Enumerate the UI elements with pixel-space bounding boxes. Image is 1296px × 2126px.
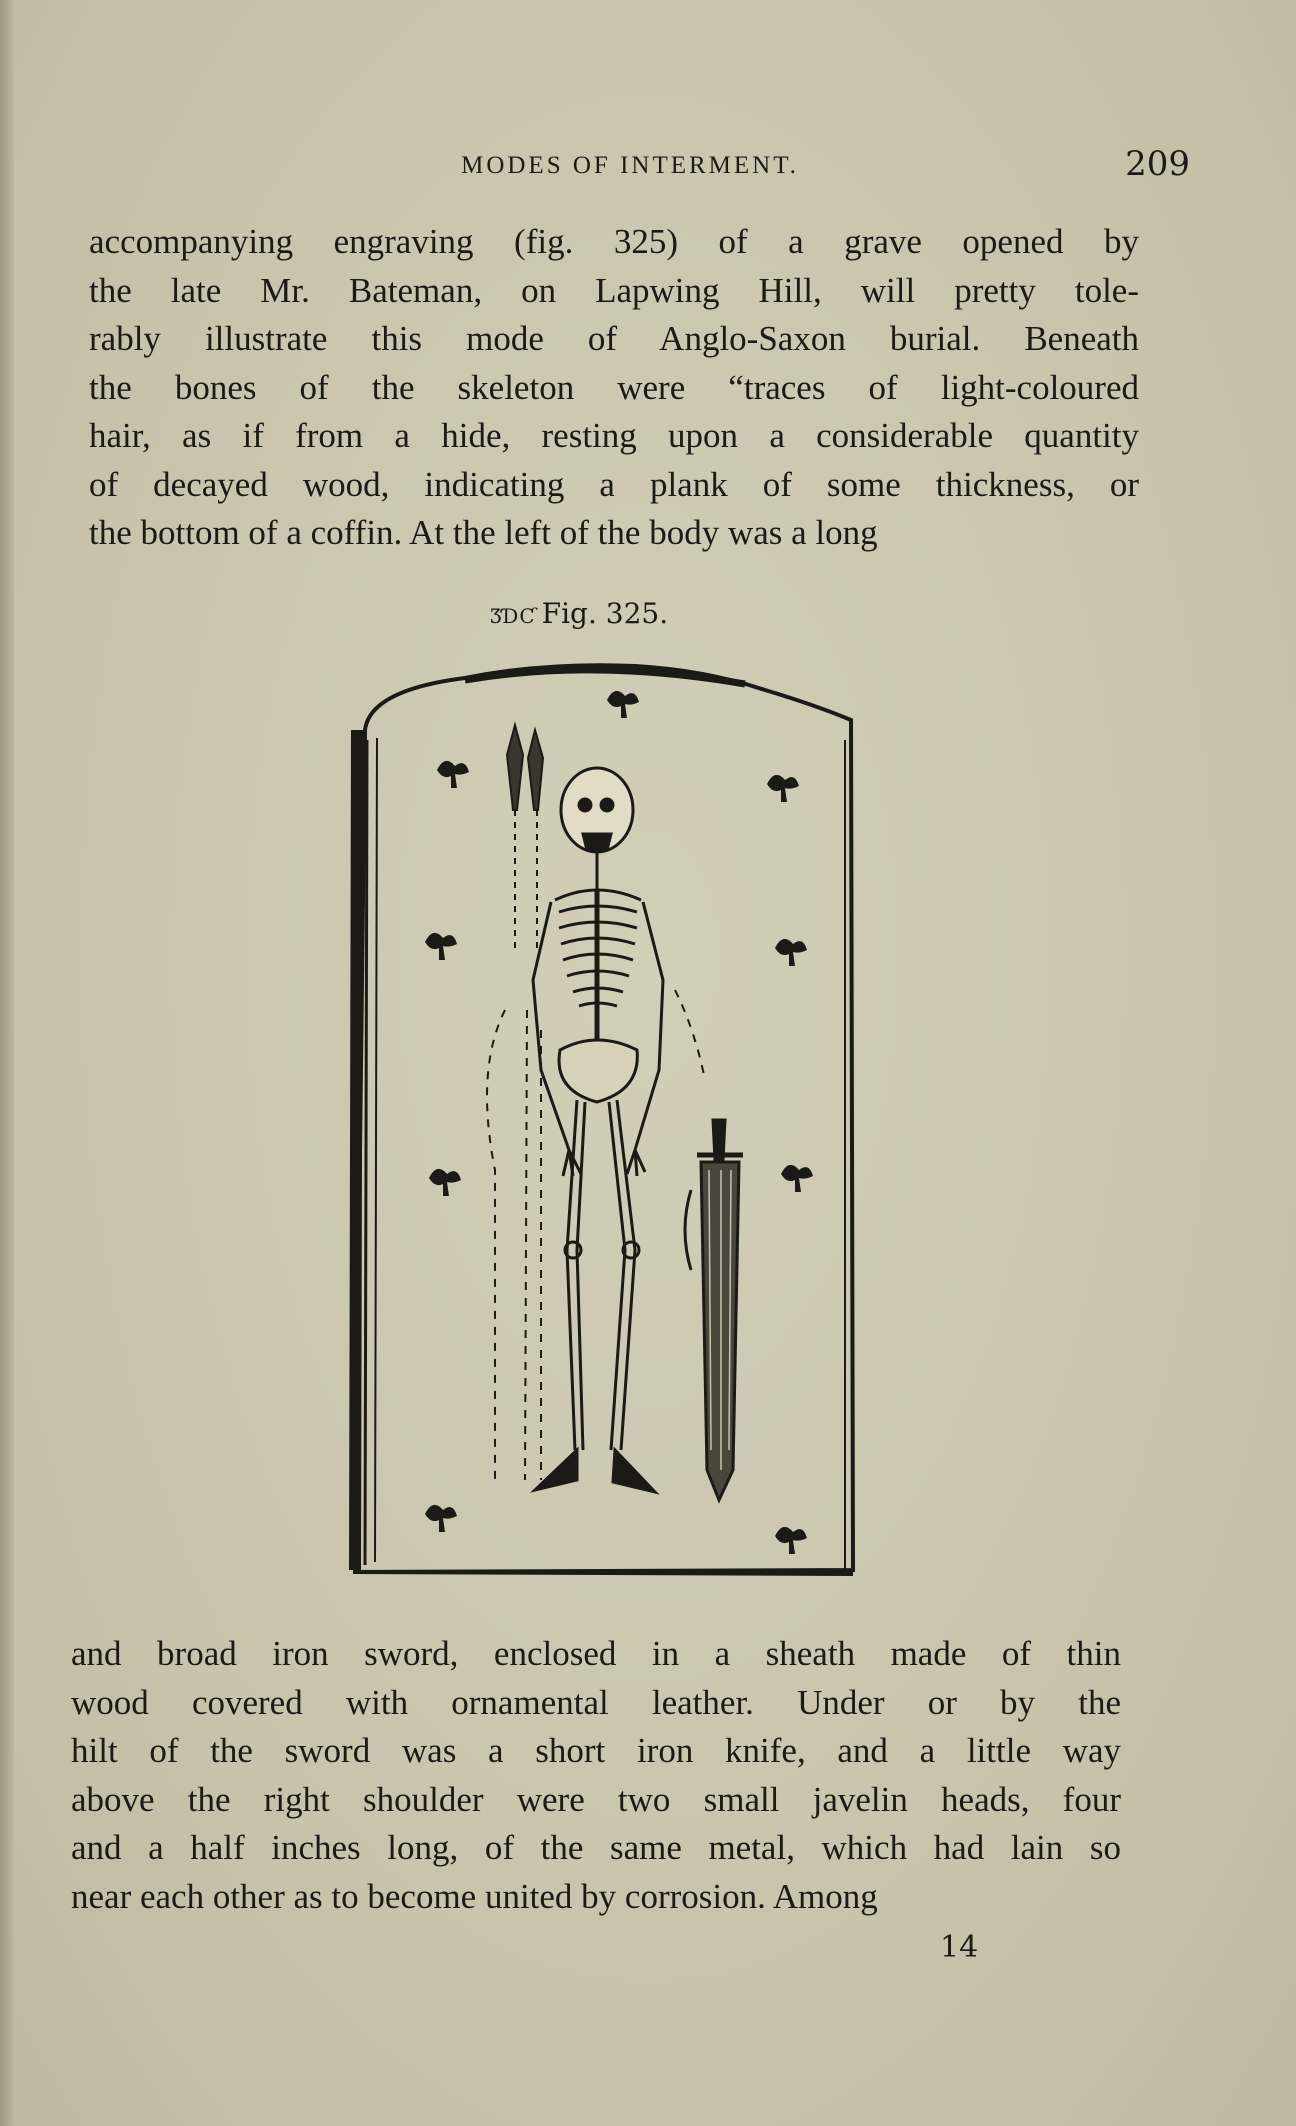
page-spine-edge: [0, 0, 14, 2126]
page-number: 209: [1125, 144, 1190, 184]
text-line: hilt of the sword was a short iron knife, and a little way: [71, 1731, 1121, 1770]
sword-in-sheath: [685, 1120, 743, 1500]
paragraph-top: [89, 218, 1139, 558]
text-line: and broad iron sword, enclosed in a sheath made of thin: [71, 1634, 1121, 1673]
javelin-heads: [507, 725, 543, 950]
text-line: and a half inches long, of the same metal, which had lain so: [71, 1828, 1121, 1867]
text-line: wood covered with ornamental leather. Under or by the: [71, 1682, 1121, 1722]
figure-caption: [490, 597, 730, 630]
skeleton: [533, 768, 663, 1492]
text-line: the late Mr. Bateman, on Lapwing Hill, will pretty tole-: [89, 270, 1139, 310]
text-line: of decayed wood, indicating a plank of some thickness, or: [89, 464, 1139, 504]
text-line: above the right shoulder were two small javelin heads, four: [71, 1779, 1121, 1819]
figure-mark: ƷƊƇ: [490, 604, 536, 628]
text-line: hair, as if from a hide, resting upon a considerable quantity: [89, 416, 1139, 455]
figure-label: Fig. 325.: [541, 597, 669, 630]
text-line: the bones of the skeleton were “traces of light-coloured: [89, 367, 1139, 407]
grave-engraving: [345, 650, 865, 1590]
text-line: rably illustrate this mode of Anglo-Saxon burial. Beneath: [89, 319, 1139, 358]
text-line: near each other as to become united by corrosion. Among: [71, 1876, 878, 1916]
signature-mark: 14: [940, 1930, 979, 1965]
paragraph-bottom: [71, 1630, 1121, 1921]
text-line: accompanying engraving (fig. 325) of a grave opened by: [89, 222, 1139, 261]
running-title: MODES OF INTERMENT.: [461, 152, 799, 179]
text-line: the bottom of a coffin. At the left of the body was a long: [89, 513, 878, 552]
